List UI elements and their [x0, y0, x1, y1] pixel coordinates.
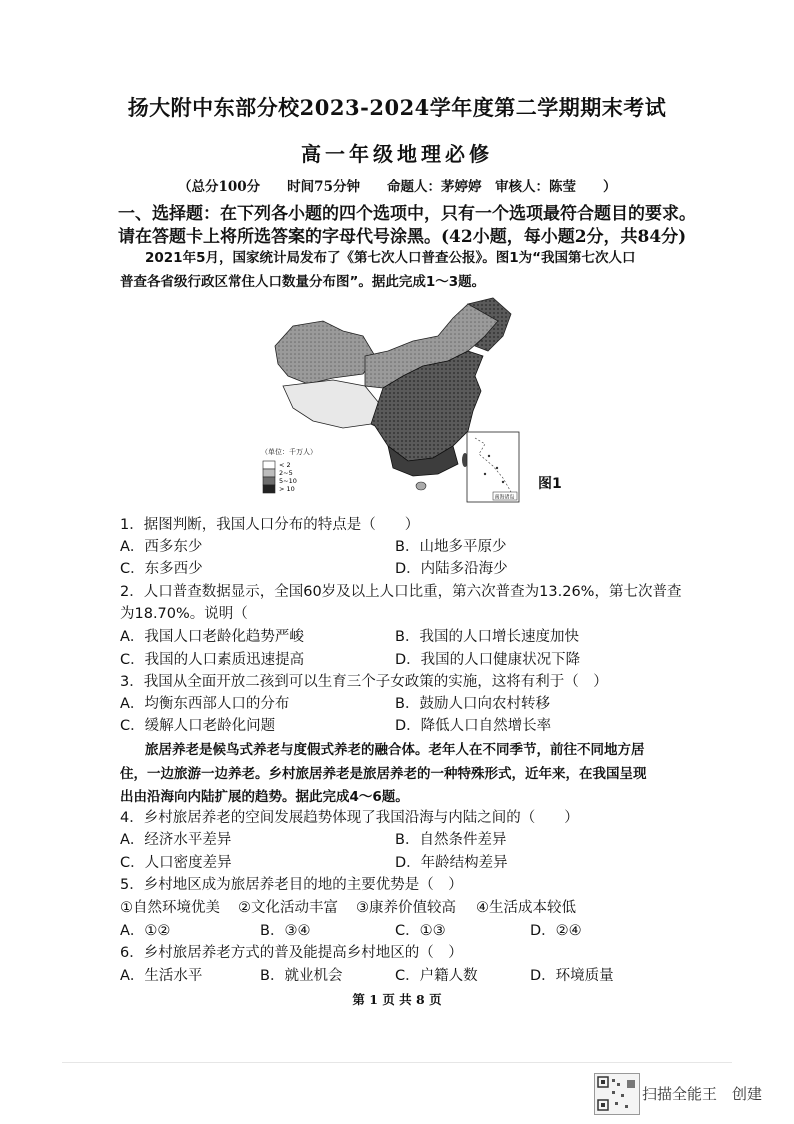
q5-item-2: ②文化活动丰富 [238, 900, 338, 916]
section-heading-line2: 请在答题卡上将所选答案的字母代号涂黑。(42小题，每小题2分，共84分) [118, 227, 687, 247]
q5-item-1: ①自然环境优美 [120, 900, 220, 916]
q3-option-a: A．均衡东西部人口的分布 [120, 696, 290, 712]
q4-stem: 4．乡村旅居养老的空间发展趋势体现了我国沿海与内陆之间的（ ） [120, 810, 579, 826]
q2-option-a: A．我国人口老龄化趋势严峻 [120, 629, 304, 645]
q3-stem: 3．我国从全面开放二孩到可以生育三个子女政策的实施，这将有利于（ ） [120, 674, 608, 690]
q6-stem: 6．乡村旅居养老方式的普及能提高乡村地区的（ ） [120, 945, 463, 961]
q4-option-b: B．自然条件差异 [395, 832, 507, 848]
exam-title: 扬大附中东部分校2023-2024学年度第二学期期末考试 [127, 95, 667, 120]
q5-option-a: A．①② [120, 923, 171, 939]
q2-option-c: C．我国的人口素质迅速提高 [120, 652, 305, 668]
q5-option-b: B．③④ [260, 923, 311, 939]
q6-option-b: B．就业机会 [260, 968, 343, 984]
q5-option-c: C．①③ [395, 923, 446, 939]
passage1-line1: 2021年5月，国家统计局发布了《第七次人口普查公报》。图1为“我国第七次人口 [145, 250, 636, 266]
exam-subtitle: 高一年级地理必修 [301, 142, 493, 166]
passage2-line3: 出由沿海向内陆扩展的趋势。据此完成4～6题。 [120, 789, 409, 805]
legend-item-1: < 2 [279, 461, 291, 469]
map-legend [261, 447, 317, 493]
exam-info: （总分100分 时间75分钟 命题人：茅婷婷 审核人：陈莹 ） [178, 179, 617, 195]
q1-option-a: A．西多东少 [120, 539, 203, 555]
q1-option-d: D．内陆多沿海少 [395, 561, 508, 577]
q6-option-d: D．环境质量 [530, 968, 614, 984]
q4-option-d: D．年龄结构差异 [395, 855, 508, 871]
qr-code-icon [594, 1073, 640, 1115]
legend-item-2: 2~5 [279, 469, 293, 477]
q6-option-c: C．户籍人数 [395, 968, 478, 984]
q3-option-d: D．降低人口自然增长率 [395, 718, 552, 734]
q3-option-b: B．鼓励人口向农村转移 [395, 696, 550, 712]
population-map [253, 296, 523, 506]
divider [62, 1062, 732, 1063]
section-heading-line1: 一、选择题：在下列各小题的四个选项中，只有一个选项最符合题目的要求。 [118, 204, 696, 224]
region-west-xinjiang [275, 321, 375, 384]
q3-option-c: C．缓解人口老龄化问题 [120, 718, 276, 734]
q5-item-4: ④生活成本较低 [476, 900, 576, 916]
q4-option-c: C．人口密度差异 [120, 855, 232, 871]
q4-option-a: A．经济水平差异 [120, 832, 232, 848]
legend-title: （单位：千万人） [261, 448, 317, 456]
figure-caption: 图1 [538, 476, 562, 492]
region-tibet [283, 380, 383, 428]
page-number: 第 1 页 共 8 页 [352, 992, 442, 1007]
inset-label: 南海诸岛 [494, 494, 515, 501]
scanner-watermark: 扫描全能王 创建 [642, 1085, 763, 1103]
passage2-line1: 旅居养老是候鸟式养老与度假式养老的融合体。老年人在不同季节，前往不同地方居 [145, 742, 645, 758]
q1-stem: 1．据图判断，我国人口分布的特点是（ ） [120, 517, 420, 533]
q1-option-c: C．东多西少 [120, 561, 203, 577]
q5-stem: 5．乡村地区成为旅居养老目的地的主要优势是（ ） [120, 877, 463, 893]
legend-item-4: > 10 [279, 485, 295, 493]
south-sea-inset [467, 432, 519, 502]
q2-option-b: B．我国的人口增长速度加快 [395, 629, 579, 645]
q6-option-a: A．生活水平 [120, 968, 203, 984]
passage2-line2: 住，一边旅游一边养老。乡村旅居养老是旅居养老的一种特殊形式，近年来，在我国呈现 [120, 766, 647, 782]
q1-option-b: B．山地多平原少 [395, 539, 507, 555]
passage1-line2: 普查各省级行政区常住人口数量分布图”。据此完成1～3题。 [120, 274, 486, 290]
legend-item-3: 5~10 [279, 477, 297, 485]
q5-option-d: D．②④ [530, 923, 582, 939]
q2-stem-line2: 为18.70%。说明（ [120, 606, 248, 622]
q2-stem-line1: 2．人口普查数据显示，全国60岁及以上人口比重，第六次普查为13.26%，第七次普查 [120, 584, 682, 600]
q2-option-d: D．我国的人口健康状况下降 [395, 652, 581, 668]
region-hainan [416, 482, 426, 490]
q5-item-3: ③康养价值较高 [356, 900, 456, 916]
